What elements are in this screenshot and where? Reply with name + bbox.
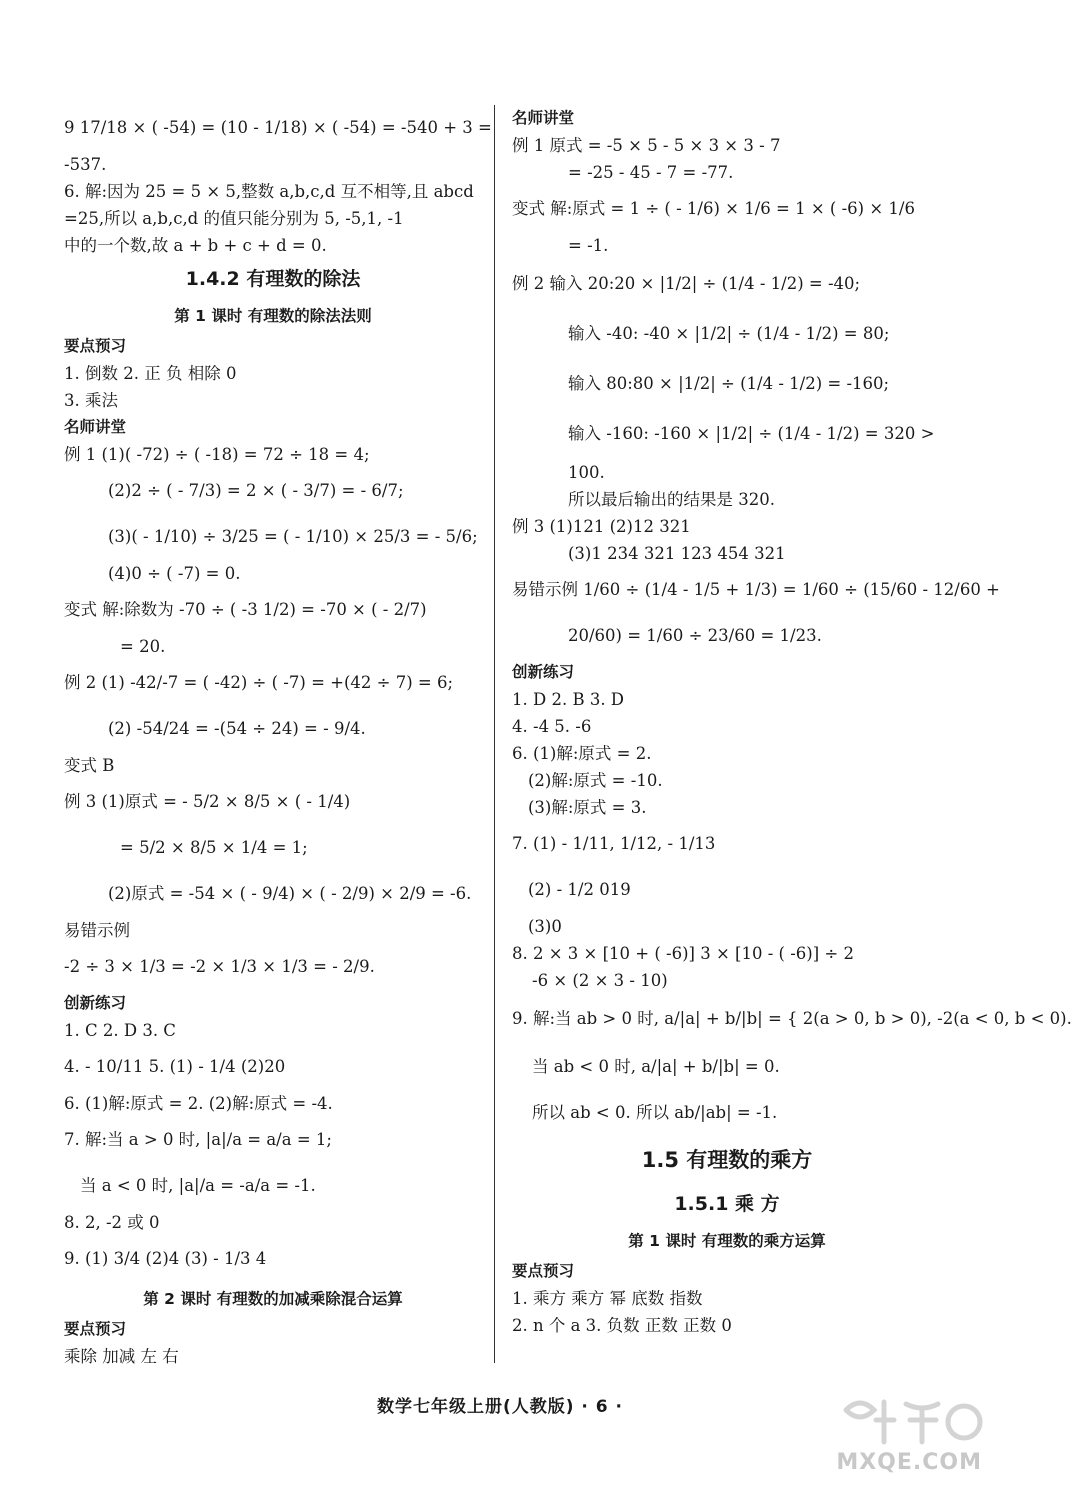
subsection-label: 要点预习 (64, 337, 127, 355)
subsection-label: 创新练习 (512, 663, 575, 681)
subsection-label: 名师讲堂 (512, 109, 575, 127)
watermark-text: MXQE.COM (836, 1450, 982, 1475)
subsection-label: 创新练习 (64, 994, 127, 1012)
answer-line: 所以最后输出的结果是 320. (568, 490, 775, 509)
answer-line: = -1. (568, 236, 609, 255)
answer-line: 例 3 (1)121 (2)12 321 (512, 517, 691, 536)
answer-line: (4)0 ÷ ( -7) = 0. (108, 564, 241, 583)
answer-line: 9. 解:当 ab > 0 时, a/|a| + b/|b| = { 2(a > 0, b > 0), -2(a < 0, b < 0). (512, 1009, 1072, 1028)
answer-line: 6. (1)解:原式 = 2. (512, 744, 652, 763)
lesson-heading: 第 1 课时 有理数的乘方运算 (628, 1232, 826, 1250)
answer-line: 输入 -160: -160 × |1/2| ÷ (1/4 - 1/2) = 320 > (568, 424, 935, 443)
answer-line: 1. 乘方 乘方 幂 底数 指数 (512, 1289, 703, 1308)
answer-line: 7. (1) - 1/11, 1/12, - 1/13 (512, 834, 716, 853)
answer-line: 例 2 (1) -42/-7 = ( -42) ÷ ( -7) = +(42 ÷ 7) = 6; (64, 673, 454, 692)
answer-line: -2 ÷ 3 × 1/3 = -2 × 1/3 × 1/3 = - 2/9. (64, 957, 375, 976)
answer-line: 8. 2, -2 或 0 (64, 1213, 160, 1232)
answer-line: 4. -4 5. -6 (512, 717, 592, 736)
column-divider (494, 105, 495, 1363)
answer-line: (3)( - 1/10) ÷ 3/25 = ( - 1/10) × 25/3 = - 5/6; (108, 527, 478, 546)
answer-line: 3. 乘法 (64, 391, 118, 410)
answer-line: (2)原式 = -54 × ( - 9/4) × ( - 2/9) × 2/9 = -6. (108, 884, 472, 903)
answer-line: 6. 解:因为 25 = 5 × 5,整数 a,b,c,d 互不相等,且 abcd (64, 182, 474, 201)
answer-line: 例 2 输入 20:20 × |1/2| ÷ (1/4 - 1/2) = -40; (512, 274, 861, 293)
answer-line: = 20. (120, 637, 166, 656)
subsection-label: 要点预习 (512, 1262, 575, 1280)
answer-line: (3)0 (528, 917, 562, 936)
answer-line: -537. (64, 155, 107, 174)
answer-line: 2. n 个 a 3. 负数 正数 正数 0 (512, 1316, 732, 1335)
answer-line: 20/60) = 1/60 ÷ 23/60 = 1/23. (568, 626, 822, 645)
section-heading: 1.5.1 乘 方 (674, 1193, 780, 1215)
answer-line: (3)1 234 321 123 454 321 (568, 544, 786, 563)
answer-line: (2) - 1/2 019 (528, 880, 631, 899)
answer-line: 变式 B (64, 756, 115, 775)
section-heading: 1.4.2 有理数的除法 (185, 268, 361, 290)
answer-line: (2) -54/24 = -(54 ÷ 24) = - 9/4. (108, 719, 366, 738)
right-column (512, 105, 1072, 1339)
answer-line: 当 ab < 0 时, a/|a| + b/|b| = 0. (532, 1057, 780, 1076)
answer-line: 100. (568, 463, 605, 482)
subsection-label: 要点预习 (64, 1320, 127, 1338)
answer-line: 1. 倒数 2. 正 负 相除 0 (64, 364, 237, 383)
answer-line: (2)解:原式 = -10. (528, 771, 663, 790)
lesson-heading: 第 2 课时 有理数的加减乘除混合运算 (143, 1290, 403, 1308)
answer-line: 7. 解:当 a > 0 时, |a|/a = a/a = 1; (64, 1130, 332, 1149)
answer-line: 所以 ab < 0. 所以 ab/|ab| = -1. (532, 1103, 778, 1122)
answer-line: 中的一个数,故 a + b + c + d = 0. (64, 236, 327, 255)
answer-line: 8. 2 × 3 × [10 + ( -6)] 3 × [10 - ( -6)] ÷ 2 (512, 944, 854, 963)
answer-line: 9. (1) 3/4 (2)4 (3) - 1/3 4 (64, 1249, 267, 1268)
answer-line: 例 1 (1)( -72) ÷ ( -18) = 72 ÷ 18 = 4; (64, 445, 370, 464)
answer-line: = -25 - 45 - 7 = -77. (568, 163, 734, 182)
answer-line: (3)解:原式 = 3. (528, 798, 647, 817)
answer-line: = 5/2 × 8/5 × 1/4 = 1; (120, 838, 308, 857)
answer-line: =25,所以 a,b,c,d 的值只能分别为 5, -5,1, -1 (64, 209, 404, 228)
answer-line: 变式 解:原式 = 1 ÷ ( - 1/6) × 1/6 = 1 × ( -6) × 1/6 (512, 199, 915, 218)
answer-line: 例 3 (1)原式 = - 5/2 × 8/5 × ( - 1/4) (64, 792, 351, 811)
answer-line: 易错示例 (64, 921, 130, 940)
answer-line: -6 × (2 × 3 - 10) (532, 971, 668, 990)
answer-line: 输入 -40: -40 × |1/2| ÷ (1/4 - 1/2) = 80; (568, 324, 890, 343)
answer-line: 易错示例 1/60 ÷ (1/4 - 1/5 + 1/3) = 1/60 ÷ (15/60 - 12/60 + (512, 580, 1000, 599)
answer-line: 变式 解:除数为 -70 ÷ ( -3 1/2) = -70 × ( - 2/7) (64, 600, 427, 619)
answer-line: 1. C 2. D 3. C (64, 1021, 176, 1040)
answer-line: 4. - 10/11 5. (1) - 1/4 (2)20 (64, 1057, 286, 1076)
answer-line: 乘除 加减 左 右 (64, 1347, 179, 1366)
answer-line: (2)2 ÷ ( - 7/3) = 2 × ( - 3/7) = - 6/7; (108, 481, 404, 500)
answer-line: 9 17/18 × ( -54) = (10 - 1/18) × ( -54) = -540 + 3 = (64, 118, 492, 137)
section-heading: 1.5 有理数的乘方 (641, 1148, 813, 1172)
left-column (64, 105, 492, 1370)
page-footer: 数学七年级上册(人教版) · 6 · (376, 1397, 624, 1417)
answer-line: 6. (1)解:原式 = 2. (2)解:原式 = -4. (64, 1094, 333, 1113)
answer-line: 输入 80:80 × |1/2| ÷ (1/4 - 1/2) = -160; (568, 374, 890, 393)
answer-line: 1. D 2. B 3. D (512, 690, 625, 709)
lesson-heading: 第 1 课时 有理数的除法法则 (174, 307, 372, 325)
answer-line: 当 a < 0 时, |a|/a = -a/a = -1. (80, 1176, 316, 1195)
subsection-label: 名师讲堂 (64, 418, 127, 436)
answer-line: 例 1 原式 = -5 × 5 - 5 × 3 × 3 - 7 (512, 136, 781, 155)
